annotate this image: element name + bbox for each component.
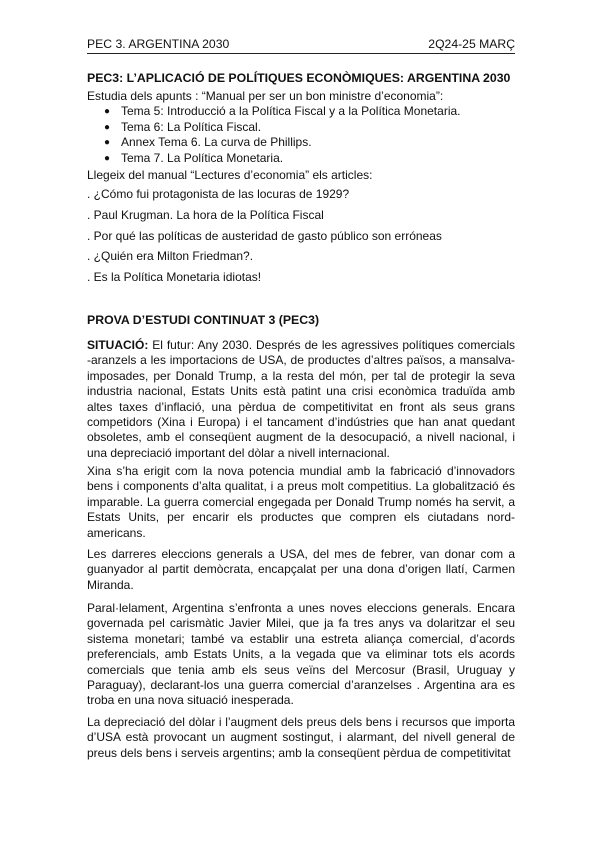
topics-list — [87, 104, 461, 166]
article-item: . Por qué las políticas de austeridad de gasto público son erróneas — [87, 228, 442, 243]
paragraph-depreciation: La depreciació del dòlar i l’augment dels preus dels bens i recursos que importa d’USA està provocant un augment sostingut, i alarmant, del nivell general de preus dels bens i serveis argentins; amb la conseqüent pèrdua de competitivitat — [87, 715, 515, 760]
paragraph-argentina: Paral·lelament, Argentina s’enfronta a unes noves eleccions generals. Encara governada pel carismàtic Javier Milei, que ja fa tres anys va dolaritzar el seu sistema monetari; també va establir una estreta aliança comercial, d’acords preferencials, amb Estats Units, a la vegada que va eliminar tots els acords comercials que tenia amb els seus veïns del Mercosur (Brasil, Uruguay y Paraguay), declarant-los una guerra comercial d’aranzelses . Argentina ara es troba en una nova situació inesperada. — [87, 601, 515, 708]
header-right: 2Q24-25 MARÇ — [428, 37, 515, 51]
article-item: . Paul Krugman. La hora de la Política Fiscal — [87, 207, 324, 222]
document-title: PEC3: L’APLICACIÓ DE POLÍTIQUES ECONÒMIQUES: ARGENTINA 2030 — [87, 71, 511, 85]
study-intro: Estudia dels apunts : “Manual per ser un bon ministre d’economia”: — [87, 89, 444, 103]
article-item: . Es la Política Monetaria idiotas! — [87, 270, 262, 285]
article-item: . ¿Cómo fui protagonista de las locuras de 1929? — [87, 187, 350, 201]
bullet-icon: ● — [104, 137, 111, 149]
situation-text: El futur: Any 2030. Després de les agressives polítiques comercials -aranzels a les importacions de USA, de productes d’altres països, a mansalva- imposades, per Donald Trump, a la resta del món, per tal de protegir la seva industria nacional, Estats Units està patint una crisi econòmica traduïda amb altes taxes d’inflació, una pèrdua de competitivitat en front als seus grans competidors (Xina i Europa) i el tancament d’indústries que han anat quedant obsoletes, amb el conseqüent augment de la desocupació, a nivell nacional, i una depreciació important del dòlar a nivell internacional. — [87, 338, 515, 460]
article-item: . ¿Quién era Milton Friedman?. — [87, 249, 254, 264]
readings-intro: Llegeix del manual “Lectures d’economia” els articles: — [87, 168, 373, 182]
list-item: ● Annex Tema 6. La curva de Phillips. — [104, 135, 312, 150]
bullet-icon: ● — [104, 152, 111, 164]
situation-label: SITUACIÓ: — [87, 338, 149, 352]
section-heading: PROVA D’ESTUDI CONTINUAT 3 (PEC3) — [87, 313, 320, 327]
articles-list — [87, 187, 442, 291]
situation-paragraph — [87, 338, 515, 461]
bullet-icon: ● — [104, 106, 111, 117]
list-item: ● Tema 6: La Política Fiscal. — [104, 119, 262, 134]
paragraph-china: Xina s’ha erigit com la nova potencia mundial amb la fabricació d’innovadors bens i components d’alta qualitat, i a preus molt competitius. La globalització és imparable. La guerra comercial engegada per Donald Trump només ha servit, a Estats Units, per encarir els productes que compren els ciutadans nord-americans. — [87, 464, 515, 540]
header-left: PEC 3. ARGENTINA 2030 — [87, 37, 230, 51]
page-header — [87, 37, 515, 54]
bullet-icon: ● — [104, 121, 111, 133]
list-item: ● Tema 7. La Política Monetaria. — [104, 150, 284, 165]
list-item: ● Tema 5: Introducció a la Política Fiscal y a la Política Monetaria. — [104, 104, 461, 118]
paragraph-usa-elections: Les darreres eleccions generals a USA, del mes de febrer, van donar com a guanyador al partit demòcrata, encapçalat per una dona d’origen llatí, Carmen Miranda. — [87, 547, 515, 592]
